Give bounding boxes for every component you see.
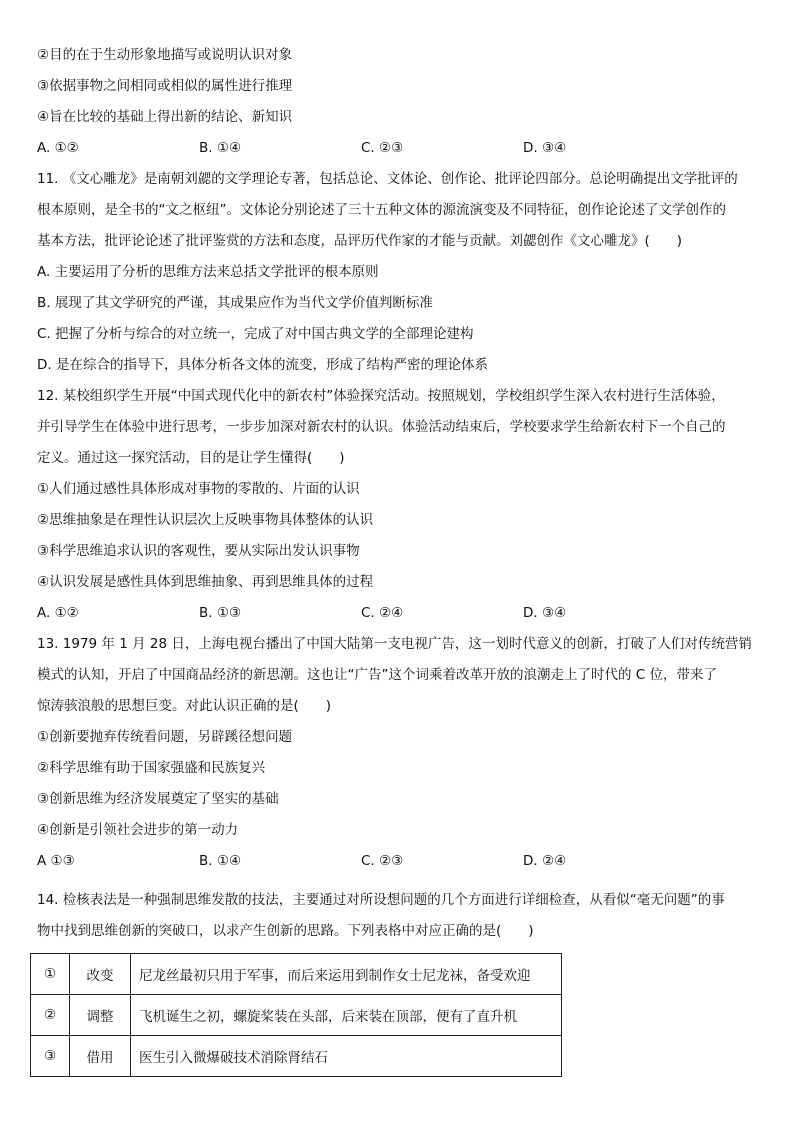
- option-b: B. ①④: [199, 853, 242, 869]
- question-text-line: 定义。通过这一探究活动，目的是让学生懂得( ): [37, 450, 345, 466]
- checklist-table: [30, 953, 562, 1077]
- option-c: C. ②③: [361, 140, 404, 156]
- statement-3: ③依据事物之间相同或相似的属性进行推理: [37, 78, 293, 94]
- option-d: D. ③④: [523, 605, 567, 621]
- question-11: [37, 164, 761, 381]
- row-label: 调整: [70, 995, 131, 1036]
- statement-4: ④旨在比较的基础上得出新的结论、新知识: [37, 109, 293, 125]
- exam-page: [37, 40, 761, 947]
- option-b: B. ①④: [199, 140, 242, 156]
- statement-1: ①人们通过感性具体形成对事物的零散的、片面的认识: [37, 481, 360, 497]
- option-c: C. ②③: [361, 853, 404, 869]
- question-text-line: 12. 某校组织学生开展“中国式现代化中的新农村”体验探究活动。按照规划，学校组织学生深入农村进行生活体验，: [37, 388, 725, 404]
- row-number: ①: [31, 954, 70, 995]
- row-content: 飞机诞生之初，螺旋桨装在头部，后来装在顶部，便有了直升机: [131, 995, 562, 1036]
- row-label: 借用: [70, 1036, 131, 1077]
- table-row: [31, 954, 562, 995]
- option-a: A. ①②: [37, 605, 79, 621]
- option-a: A. ①②: [37, 140, 79, 156]
- row-label: 改变: [70, 954, 131, 995]
- option-a: A ①③: [37, 853, 75, 869]
- statement-4: ④创新是引领社会进步的第一动力: [37, 822, 239, 838]
- statement-3: ③创新思维为经济发展奠定了坚实的基础: [37, 791, 279, 807]
- statement-3: ③科学思维追求认识的客观性，要从实际出发认识事物: [37, 543, 360, 559]
- statement-4: ④认识发展是感性具体到思维抽象、再到思维具体的过程: [37, 574, 374, 590]
- statement-2: ②科学思维有助于国家强盛和民族复兴: [37, 760, 266, 776]
- question-13: [37, 629, 761, 877]
- question-text-line: 根本原则，是全书的“文之枢纽”。文体论分别论述了三十五种文体的源流演变及不同特征，创作论论述了文学创作的: [37, 202, 726, 218]
- question-text-line: 并引导学生在体验中进行思考，一步步加深对新农村的认识。体验活动结束后，学校要求学生给新农村下一个自己的: [37, 419, 726, 435]
- question-12: [37, 381, 761, 629]
- row-number: ③: [31, 1036, 70, 1077]
- answer-options: [37, 133, 761, 164]
- row-content: 尼龙丝最初只用于军事，而后来运用到制作女士尼龙袜，备受欢迎: [131, 954, 562, 995]
- question-text-line: 物中找到思维创新的突破口，以求产生创新的思路。下列表格中对应正确的是( ): [37, 923, 534, 939]
- question-10-tail: [37, 40, 761, 164]
- row-content: 医生引入微爆破技术消除肾结石: [131, 1036, 562, 1077]
- statement-1: ①创新要抛弃传统看问题，另辟蹊径想问题: [37, 729, 293, 745]
- option-a: A. 主要运用了分析的思维方法来总括文学批评的根本原则: [37, 264, 379, 280]
- option-d: D. ③④: [523, 140, 567, 156]
- question-text-line: 基本方法，批评论论述了批评鉴赏的方法和态度，品评历代作家的才能与贡献。刘勰创作《文心雕龙》( ): [37, 233, 683, 249]
- option-d: D. 是在综合的指导下，具体分析各文体的流变，形成了结构严密的理论体系: [37, 357, 488, 373]
- statement-2: ②目的在于生动形象地描写或说明认识对象: [37, 47, 293, 63]
- option-c: C. ②④: [361, 605, 404, 621]
- option-b: B. 展现了其文学研究的严谨，其成果应作为当代文学价值判断标准: [37, 295, 433, 311]
- question-text-line: 11. 《文心雕龙》是南朝刘勰的文学理论专著，包括总论、文体论、创作论、批评论四部分。总论明确提出文学批评的: [37, 171, 738, 187]
- row-number: ②: [31, 995, 70, 1036]
- question-text-line: 惊涛骇浪般的思想巨变。对此认识正确的是( ): [37, 698, 332, 714]
- question-text-line: 14. 检核表法是一种强制思维发散的技法，主要通过对所设想问题的几个方面进行详细检查，从看似“毫无问题”的事: [37, 892, 725, 908]
- option-b: B. ①③: [199, 605, 242, 621]
- answer-options: [37, 846, 761, 877]
- table-row: [31, 1036, 562, 1077]
- question-14: [37, 885, 761, 947]
- question-text-line: 模式的认知，开启了中国商品经济的新思潮。这也让“广告”这个词乘着改革开放的浪潮走上了时代的 C 位，带来了: [37, 667, 717, 683]
- question-text-line: 13. 1979 年 1 月 28 日，上海电视台播出了中国大陆第一支电视广告，这一划时代意义的创新，打破了人们对传统营销: [37, 636, 752, 652]
- table-row: [31, 995, 562, 1036]
- statement-2: ②思维抽象是在理性认识层次上反映事物具体整体的认识: [37, 512, 374, 528]
- option-d: D. ②④: [523, 853, 567, 869]
- answer-options: [37, 598, 761, 629]
- option-c: C. 把握了分析与综合的对立统一，完成了对中国古典文学的全部理论建构: [37, 326, 474, 342]
